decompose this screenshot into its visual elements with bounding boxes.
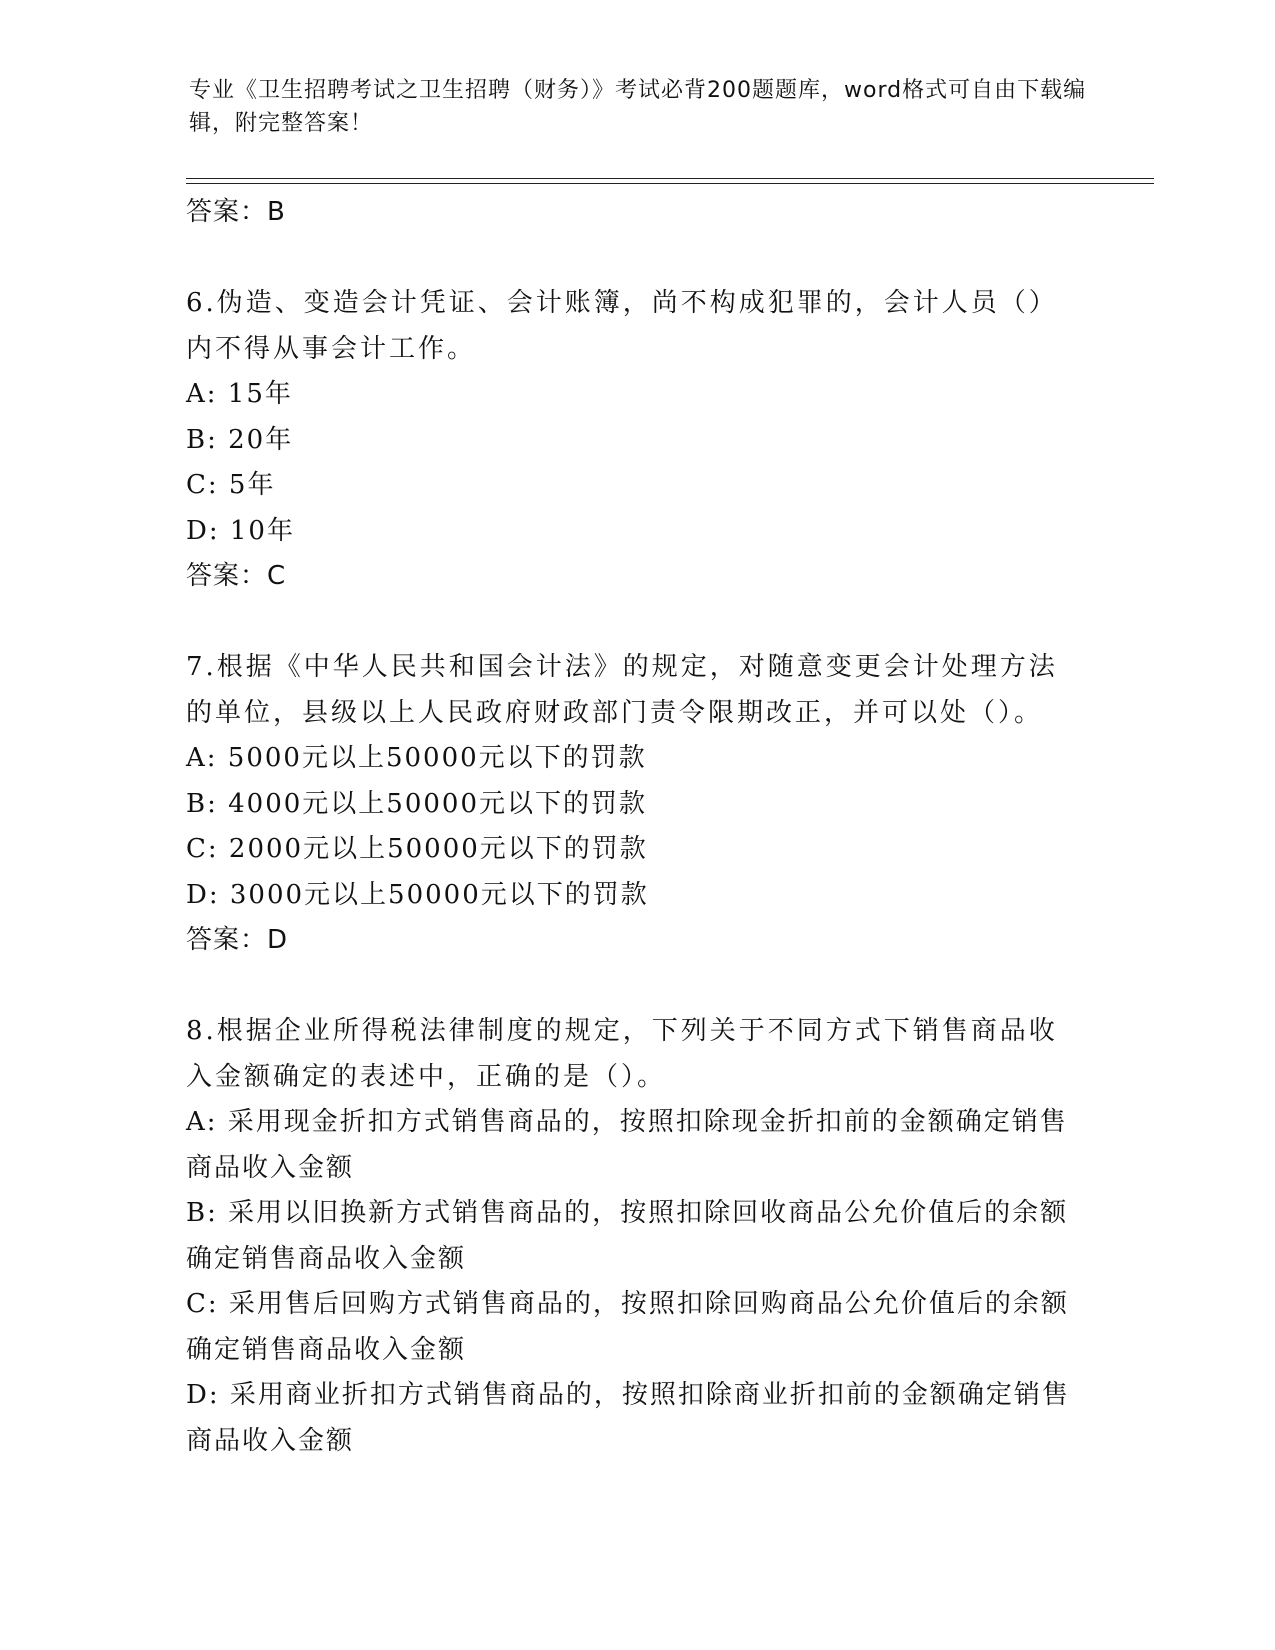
question-6	[186, 281, 1086, 599]
page-header: 专业《卫生招聘考试之卫生招聘（财务）》考试必背200题题库，word格式可自由下载编辑，附完整答案！	[189, 78, 1087, 136]
question-8	[186, 1009, 1086, 1464]
option-b: B: 采用以旧换新方式销售商品的，按照扣除回收商品公允价值后的余额确定销售商品收入金额	[186, 1198, 1069, 1274]
header-divider-bottom	[186, 183, 1154, 184]
option-a: A: 15年	[186, 379, 293, 409]
option-a: A: 采用现金折扣方式销售商品的，按照扣除现金折扣前的金额确定销售商品收入金额	[186, 1107, 1068, 1183]
header-divider-top	[186, 178, 1154, 179]
answer-q6: 答案：C	[186, 561, 287, 591]
question-stem: 7.根据《中华人民共和国会计法》的规定，对随意变更会计处理方法的单位，县级以上人民政府财政部门责令限期改正，并可以处（）。	[186, 652, 1058, 728]
answer-q7: 答案：D	[186, 925, 289, 955]
option-d: D: 3000元以上50000元以下的罚款	[186, 879, 649, 910]
option-d: D: 10年	[186, 515, 295, 546]
question-list	[186, 190, 1086, 1464]
option-a: A: 5000元以上50000元以下的罚款	[186, 743, 647, 773]
question-stem: 8.根据企业所得税法律制度的规定，下列关于不同方式下销售商品收入金额确定的表述中，正确的是（）。	[186, 1016, 1058, 1092]
answer-q5: 答案：B	[186, 197, 286, 227]
option-c: C: 采用售后回购方式销售商品的，按照扣除回购商品公允价值后的余额确定销售商品收入金额	[186, 1289, 1069, 1365]
option-d: D: 采用商业折扣方式销售商品的，按照扣除商业折扣前的金额确定销售商品收入金额	[186, 1380, 1070, 1456]
option-c: C: 5年	[186, 470, 276, 500]
option-c: C: 2000元以上50000元以下的罚款	[186, 834, 648, 864]
question-7	[186, 645, 1086, 963]
option-b: B: 20年	[186, 424, 294, 455]
question-stem: 6.伪造、变造会计凭证、会计账簿，尚不构成犯罪的，会计人员（）内不得从事会计工作。	[186, 288, 1058, 364]
option-b: B: 4000元以上50000元以下的罚款	[186, 788, 648, 819]
